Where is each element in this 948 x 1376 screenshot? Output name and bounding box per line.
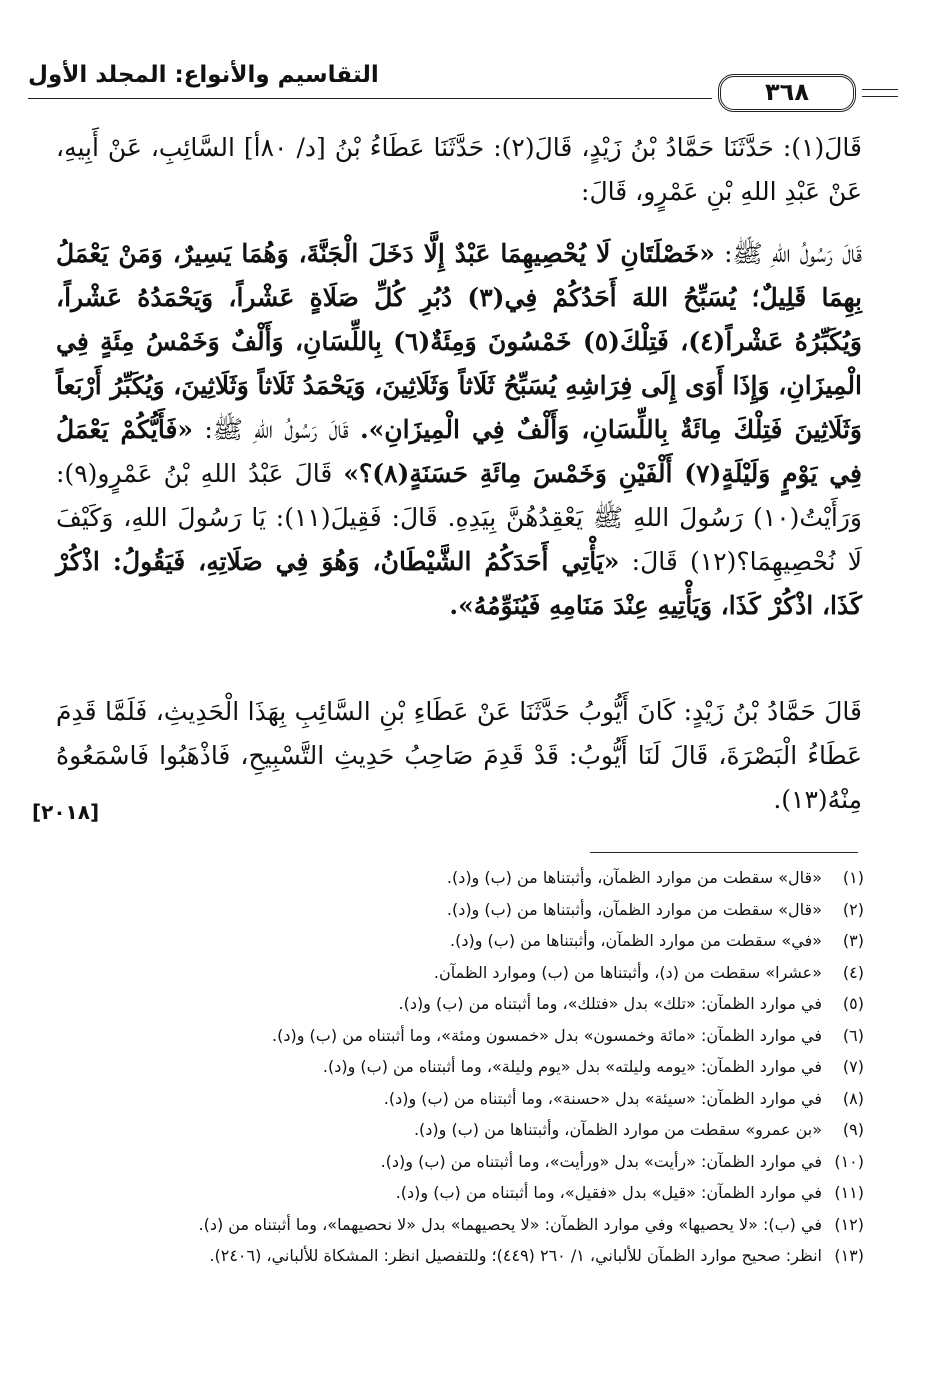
footnote: (٩)«بن عمرو» سقطت من موارد الظمآن، وأثبتناها من (ب) و(د).	[413, 1120, 864, 1139]
footnote: (١٢)في (ب): «لا يحصيها» وفي موارد الظمآن: «لا يحصيهما» بدل «لا نحصيهما»، وما أثبتناه من (د).	[198, 1214, 864, 1234]
narration-text: قَالَ عَبْدُ اللهِ بْنُ عَمْرٍو(٩): وَرَأَيْتُ(١٠) رَسُولَ اللهِ ﷺ يَعْقِدُهُنَّ بِيَدِهِ. قَالَ: فَقِيلَ(١١): يَا رَسُولَ اللهِ، وَكَيْفَ لَا نُحْصِيهِمَا؟(١٢) قَالَ:	[56, 459, 862, 576]
hadith-paragraph	[56, 232, 862, 628]
footnote-separator	[590, 852, 858, 853]
footnote: (١١)في موارد الظمآن: «قيل» بدل «فقيل»، وما أثبتناه من (ب) و(د).	[395, 1183, 864, 1202]
footnote: (٧)في موارد الظمآن: «يومه وليلته» بدل «يوم وليلة»، وما أثبتناه من (ب) و(د).	[322, 1057, 864, 1076]
footnote: (١)«قال» سقطت من موارد الظمآن، وأثبتناها من (ب) و(د).	[446, 868, 864, 887]
hadith-text: «خَصْلَتَانِ لَا يُحْصِيهِمَا عَبْدٌ إِلَّا دَخَلَ الْجَنَّةَ، وَهُمَا يَسِيرٌ، وَمَنْ يَعْمَلُ بِهِمَا قَلِيلٌ؛ يُسَبِّحُ اللهَ أَحَدُكُمْ فِي(٣) دُبُرِ كُلِّ صَلَاةٍ عَشْراً، وَيَحْمَدُهُ عَشْراً، وَيُكَبِّرُهُ عَشْراً(٤)، فَتِلْكَ(٥) خَمْسُونَ وَمِئَةٌ(٦) بِاللِّسَانِ، وَأَلْفٌ وَخَمْسُ مِئَةٍ فِي الْمِيزَانِ، وَإِذَا أَوَى إِلَى فِرَاشِهِ يُسَبِّحُ ثَلَاثاً وَثَلَاثِينَ، وَيَحْمَدُ ثَلَاثاً وَثَلَاثِينَ، وَيُكَبِّرُ أَرْبَعاً وَثَلَاثِينَ فَتِلْكَ مِائَةٌ بِاللِّسَانِ، وَأَلْفٌ فِي الْمِيزَانِ».	[56, 239, 862, 444]
hadith-text-2: «فَأَيُّكُمْ يَعْمَلُ فِي يَوْمٍ وَلَيْلَةٍ(٧) أَلْفَيْنِ وَخَمْسَ مِائَةِ حَسَنَةٍ(٨)؟»	[56, 415, 863, 488]
header-rule-right	[862, 89, 898, 90]
footnote: (٨)في موارد الظمآن: «سيئة» بدل «حسنة»، وما أثبتناه من (ب) و(د).	[383, 1088, 864, 1108]
footnotes	[28, 862, 864, 1272]
isnad-paragraph	[56, 126, 862, 214]
footnote: (٦)في موارد الظمآن: «مائة وخمسون» بدل «خمسون ومئة»، وما أثبتناه من (ب) و(د).	[272, 1025, 864, 1045]
closing-text: قَالَ حَمَّادُ بْنُ زَيْدٍ: كَانَ أَيُّوبُ حَدَّثَنَا عَنْ عَطَاءِ بْنِ السَّائِبِ بِهَذَا الْحَدِيثِ، فَلَمَّا قَدِمَ عَطَاءُ الْبَصْرَةَ، قَالَ لَنَا أَيُّوبُ: قَدْ قَدِمَ صَاحِبُ حَدِيثِ التَّسْبِيحِ، فَاذْهَبُوا فَاسْمَعُوهُ مِنْهُ(١٣).	[56, 697, 862, 814]
page-header	[28, 56, 898, 116]
footnote: (٢)«قال» سقطت من موارد الظمآن، وأثبتناها من (ب) و(د).	[446, 899, 864, 919]
hadith-intro: قَالَ رَسُولُ اللهِ ﷺ:	[724, 239, 862, 268]
footnote: (١٣)انظر: صحيح موارد الظمآن للألباني، ١/ ٢٦٠ (٤٤٩)؛ وللتفصيل انظر: المشكاة للألباني، (٢٤٠٦).	[209, 1246, 864, 1265]
closing-paragraph	[56, 690, 862, 822]
hadith-reference-number: [٢٠١٨]	[32, 800, 100, 824]
isnad-text: قَالَ(١): حَدَّثَنَا حَمَّادُ بْنُ زَيْدٍ، قَالَ(٢): حَدَّثَنَا عَطَاءُ بْنُ [د/ ٨٠أ] السَّائِبِ، عَنْ أَبِيهِ، عَنْ عَبْدِ اللهِ بْنِ عَمْرٍو، قَالَ:	[56, 133, 862, 206]
hadith-text-3: «يَأْتِي أَحَدَكُمُ الشَّيْطَانُ، وَهُوَ فِي صَلَاتِهِ، فَيَقُولُ: اذْكُرْ كَذَا، اذْكُرْ كَذَا، وَيَأْتِيهِ عِنْدَ مَنَامِهِ فَيُنَوِّمُهُ».	[56, 547, 862, 620]
header-rule	[28, 98, 712, 99]
page-number: ٣٦٨	[718, 74, 856, 112]
footnote: (٥)في موارد الظمآن: «تلك» بدل «فتلك»، وما أثبتناه من (ب) و(د).	[398, 994, 864, 1013]
running-title: التقاسيم والأنواع: المجلد الأول	[28, 62, 379, 88]
footnote: (١٠)في موارد الظمآن: «رأيت» بدل «ورأيت»، وما أثبتناه من (ب) و(د).	[380, 1151, 864, 1171]
hadith-mid: قَالَ رَسُولُ اللهِ ﷺ:	[204, 415, 349, 444]
header-rule-right	[862, 96, 898, 97]
footnote: (٣)«في» سقطت من موارد الظمآن، وأثبتناها من (ب) و(د).	[450, 931, 864, 950]
footnote: (٤)«عشرا» سقطت من (د)، وأثبتناها من (ب) وموارد الظمآن.	[433, 962, 864, 982]
